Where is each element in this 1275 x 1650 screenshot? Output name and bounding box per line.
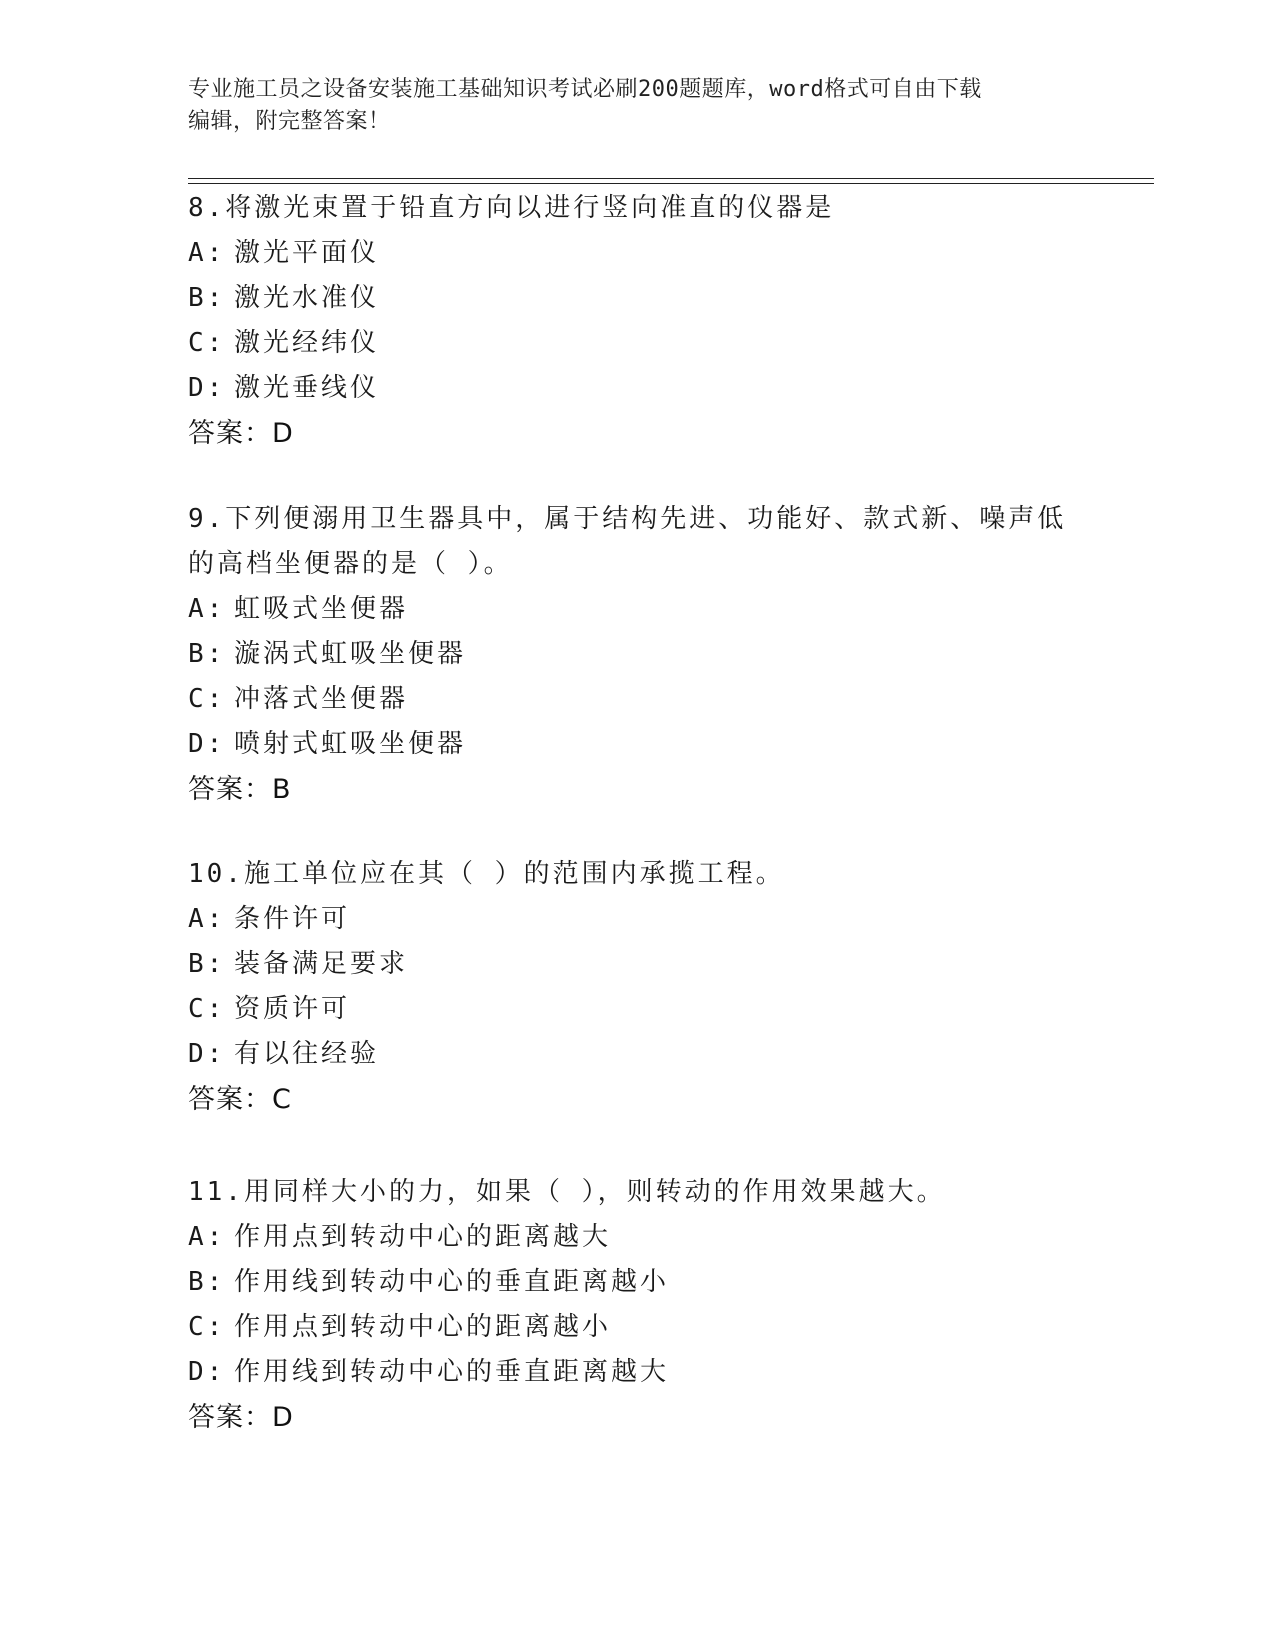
option-letter: A: [188, 238, 226, 268]
option-text: 作用点到转动中心的距离越大 [234, 1222, 612, 1252]
option-d [188, 366, 1088, 411]
option-b [188, 276, 1088, 321]
option-letter: B: [188, 1267, 226, 1297]
option-letter: A: [188, 594, 226, 624]
question-9 [188, 497, 1088, 813]
option-c [188, 321, 1088, 366]
option-letter: A: [188, 1222, 226, 1252]
option-text: 条件许可 [234, 904, 351, 934]
option-text: 漩涡式虹吸坐便器 [234, 639, 467, 669]
option-letter: D: [188, 729, 226, 759]
option-c [188, 677, 1088, 722]
page-header [188, 74, 1088, 138]
option-letter: D: [188, 373, 226, 403]
option-text: 虹吸式坐便器 [234, 594, 409, 624]
option-letter: B: [188, 949, 226, 979]
option-c [188, 987, 1088, 1032]
answer-line: 答案：C [188, 1084, 292, 1115]
option-d [188, 1032, 1088, 1077]
option-a [188, 587, 1088, 632]
option-c [188, 1305, 1088, 1350]
question-stem-line-1: 9.下列便溺用卫生器具中，属于结构先进、功能好、款式新、噪声低 [188, 504, 1067, 534]
question-8 [188, 186, 1088, 457]
option-text: 作用点到转动中心的距离越小 [234, 1312, 612, 1342]
option-text: 资质许可 [234, 994, 351, 1024]
question-stem: 11.用同样大小的力，如果（ ），则转动的作用效果越大。 [188, 1177, 946, 1207]
option-b [188, 632, 1088, 677]
question-stem: 8.将激光束置于铅直方向以进行竖向准直的仪器是 [188, 193, 835, 223]
option-b [188, 942, 1088, 987]
option-text: 有以往经验 [234, 1039, 380, 1069]
option-text: 作用线到转动中心的垂直距离越大 [234, 1357, 670, 1387]
option-letter: B: [188, 283, 226, 313]
header-line-2: 编辑，附完整答案！ [188, 109, 391, 134]
option-letter: B: [188, 639, 226, 669]
option-a [188, 231, 1088, 276]
header-line-1: 专业施工员之设备安装施工基础知识考试必刷200题题库，word格式可自由下载 [188, 77, 982, 102]
option-letter: C: [188, 684, 226, 714]
question-stem-line-2: 的高档坐便器的是（ ）。 [188, 549, 513, 579]
option-text: 冲落式坐便器 [234, 684, 409, 714]
option-letter: A: [188, 904, 226, 934]
option-d [188, 722, 1088, 767]
option-a [188, 1215, 1088, 1260]
question-11 [188, 1170, 1088, 1441]
option-text: 喷射式虹吸坐便器 [234, 729, 467, 759]
option-letter: C: [188, 328, 226, 358]
option-a [188, 897, 1088, 942]
option-text: 激光平面仪 [234, 238, 380, 268]
option-letter: C: [188, 994, 226, 1024]
option-letter: D: [188, 1039, 226, 1069]
option-text: 激光垂线仪 [234, 373, 380, 403]
question-stem: 10.施工单位应在其（ ）的范围内承揽工程。 [188, 859, 785, 889]
option-letter: C: [188, 1312, 226, 1342]
question-10 [188, 852, 1088, 1123]
option-text: 激光水准仪 [234, 283, 380, 313]
option-letter: D: [188, 1357, 226, 1387]
option-text: 激光经纬仪 [234, 328, 380, 358]
header-double-rule [188, 178, 1154, 184]
option-d [188, 1350, 1088, 1395]
answer-line: 答案：D [188, 1402, 294, 1433]
option-text: 装备满足要求 [234, 949, 409, 979]
answer-line: 答案：B [188, 774, 292, 805]
answer-line: 答案：D [188, 418, 294, 449]
option-b [188, 1260, 1088, 1305]
option-text: 作用线到转动中心的垂直距离越小 [234, 1267, 670, 1297]
